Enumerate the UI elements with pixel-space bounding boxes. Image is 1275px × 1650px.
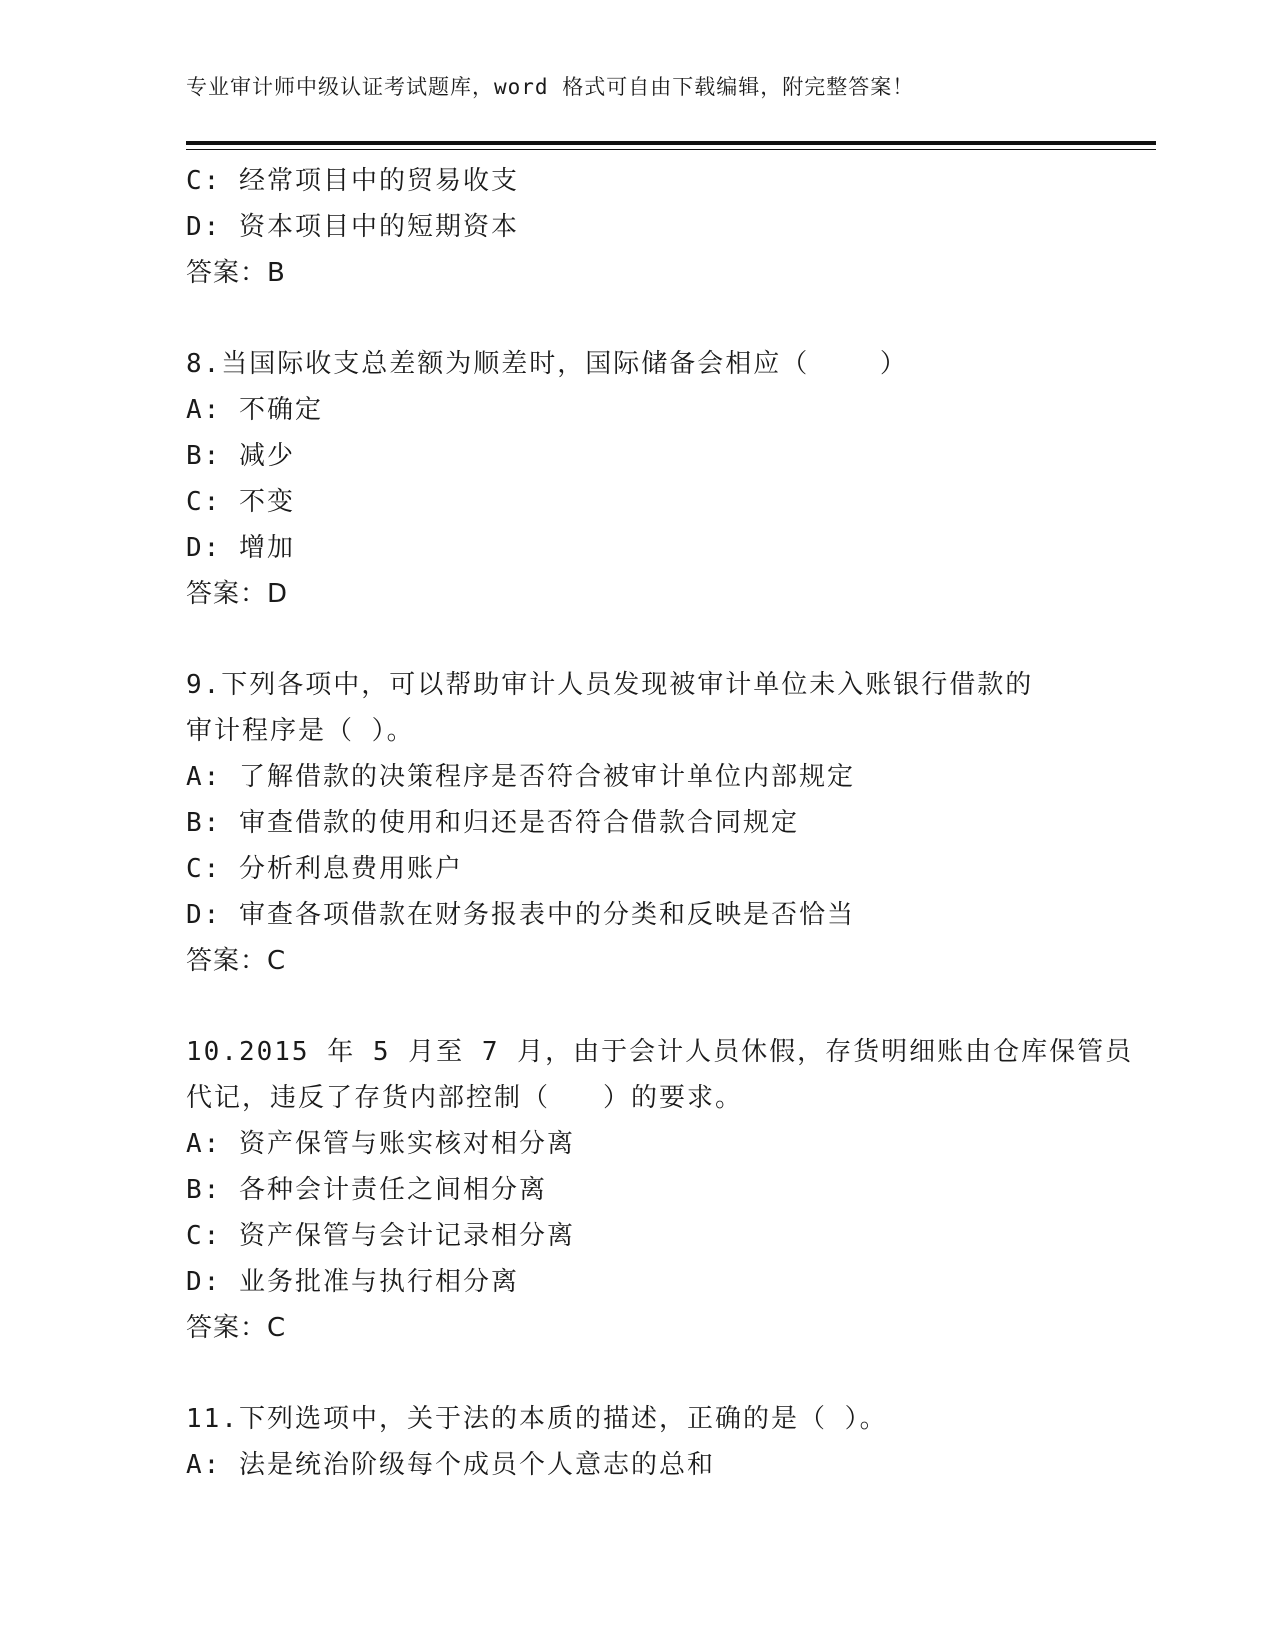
option-d: D: 增加: [186, 533, 295, 563]
option-d: D: 审查各项借款在财务报表中的分类和反映是否恰当: [186, 900, 855, 930]
option-c: C: 分析利息费用账户: [186, 854, 463, 884]
question-stem: 10.2015 年 5 月至 7 月，由于会计人员休假，存货明细账由仓库保管员: [186, 1037, 1134, 1067]
option-c: C: 不变: [186, 487, 295, 517]
answer-line: 答案：B: [186, 258, 286, 288]
option-c: C: 资产保管与会计记录相分离: [186, 1221, 575, 1251]
question-10: [186, 1029, 1146, 1351]
option-b: B: 审查借款的使用和归还是否符合借款合同规定: [186, 808, 799, 838]
option-a: A: 法是统治阶级每个成员个人意志的总和: [186, 1450, 715, 1480]
document-body: [186, 158, 1146, 1488]
page-header: 专业审计师中级认证考试题库，word 格式可自由下载编辑，附完整答案！: [186, 75, 915, 99]
option-b: B: 各种会计责任之间相分离: [186, 1175, 547, 1205]
question-stem: 9.下列各项中，可以帮助审计人员发现被审计单位未入账银行借款的: [186, 670, 1034, 700]
option-d: D: 资本项目中的短期资本: [186, 212, 519, 242]
question-stem-continued: 代记，违反了存货内部控制（ ）的要求。: [186, 1083, 743, 1113]
question-11: [186, 1396, 1146, 1488]
header-rule-thin: [186, 149, 1156, 150]
answer-line: 答案：C: [186, 946, 287, 976]
question-stem: 11.下列选项中，关于法的本质的描述，正确的是（ ）。: [186, 1404, 888, 1434]
header-rule-thick: [186, 141, 1156, 145]
option-a: A: 不确定: [186, 395, 323, 425]
option-b: B: 减少: [186, 441, 295, 471]
prev-question: [186, 158, 1146, 296]
option-d: D: 业务批准与执行相分离: [186, 1267, 519, 1297]
answer-line: 答案：C: [186, 1313, 287, 1343]
answer-line: 答案：D: [186, 579, 289, 609]
question-stem: 8.当国际收支总差额为顺差时，国际储备会相应（ ）: [186, 349, 908, 379]
question-stem-continued: 审计程序是（ ）。: [186, 716, 415, 746]
question-9: [186, 662, 1146, 984]
option-c: C: 经常项目中的贸易收支: [186, 166, 519, 196]
option-a: A: 了解借款的决策程序是否符合被审计单位内部规定: [186, 762, 855, 792]
option-a: A: 资产保管与账实核对相分离: [186, 1129, 575, 1159]
question-8: [186, 341, 1146, 617]
